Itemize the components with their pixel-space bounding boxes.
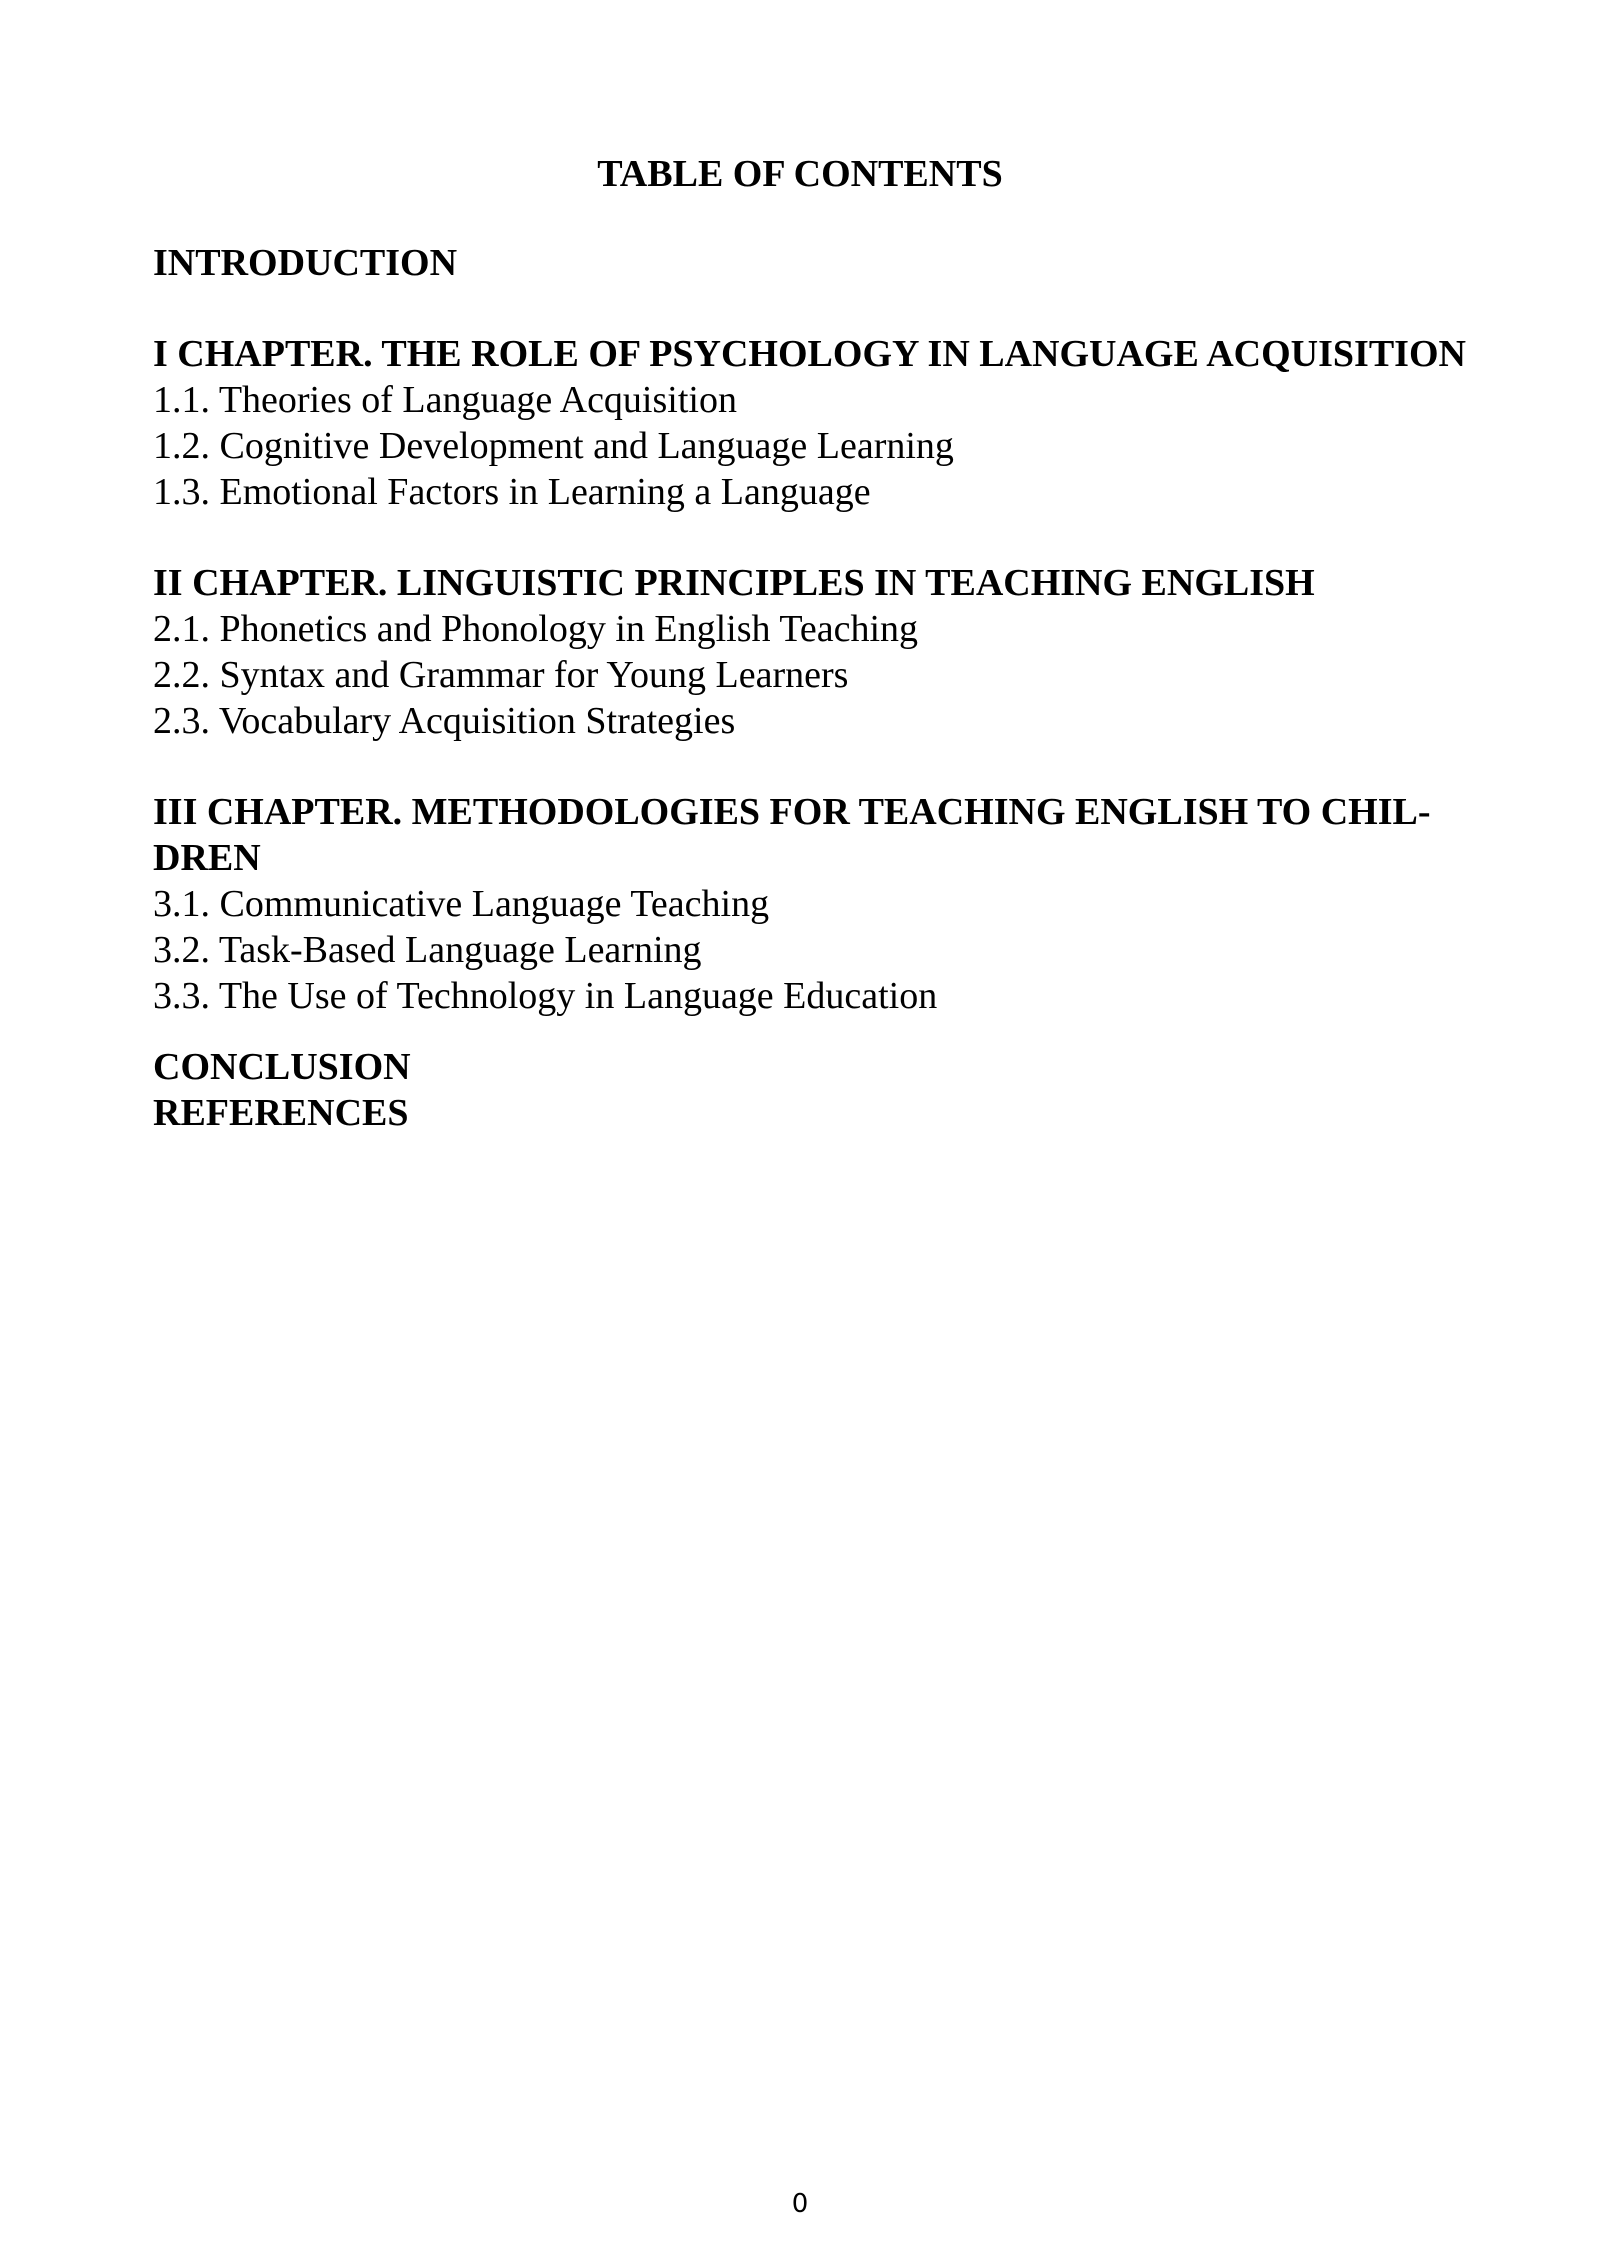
- toc-item: 2.3. Vocabulary Acquisition Strategies: [153, 700, 736, 742]
- toc-item: 1.1. Theories of Language Acquisition: [153, 379, 737, 421]
- table-of-contents: [153, 240, 1473, 1136]
- toc-conclusion: CONCLUSION: [153, 1046, 411, 1088]
- chapter-2: [153, 560, 1473, 744]
- toc-item: 3.3. The Use of Technology in Language Education: [153, 975, 938, 1017]
- toc-references: REFERENCES: [153, 1092, 409, 1134]
- chapter-heading: I CHAPTER. THE ROLE OF PSYCHOLOGY IN LANGUAGE ACQUISITION: [153, 333, 1466, 375]
- page-number: 0: [791, 2189, 809, 2219]
- toc-item: 1.2. Cognitive Development and Language Learning: [153, 425, 954, 467]
- chapter-heading: II CHAPTER. LINGUISTIC PRINCIPLES IN TEACHING ENGLISH: [153, 562, 1315, 604]
- toc-item: 1.3. Emotional Factors in Learning a Language: [153, 471, 871, 513]
- toc-item: 3.2. Task-Based Language Learning: [153, 929, 702, 971]
- toc-item: 2.1. Phonetics and Phonology in English Teaching: [153, 608, 919, 650]
- chapter-heading-continuation: DREN: [153, 837, 261, 879]
- toc-item: 2.2. Syntax and Grammar for Young Learners: [153, 654, 849, 696]
- page-title: TABLE OF CONTENTS: [597, 153, 1003, 195]
- chapter-heading: III CHAPTER. METHODOLOGIES FOR TEACHING ENGLISH TO CHIL-: [153, 791, 1431, 833]
- chapter-1: [153, 331, 1473, 515]
- toc-item: 3.1. Communicative Language Teaching: [153, 883, 770, 925]
- chapter-3: [153, 789, 1473, 1019]
- toc-introduction: INTRODUCTION: [153, 242, 458, 284]
